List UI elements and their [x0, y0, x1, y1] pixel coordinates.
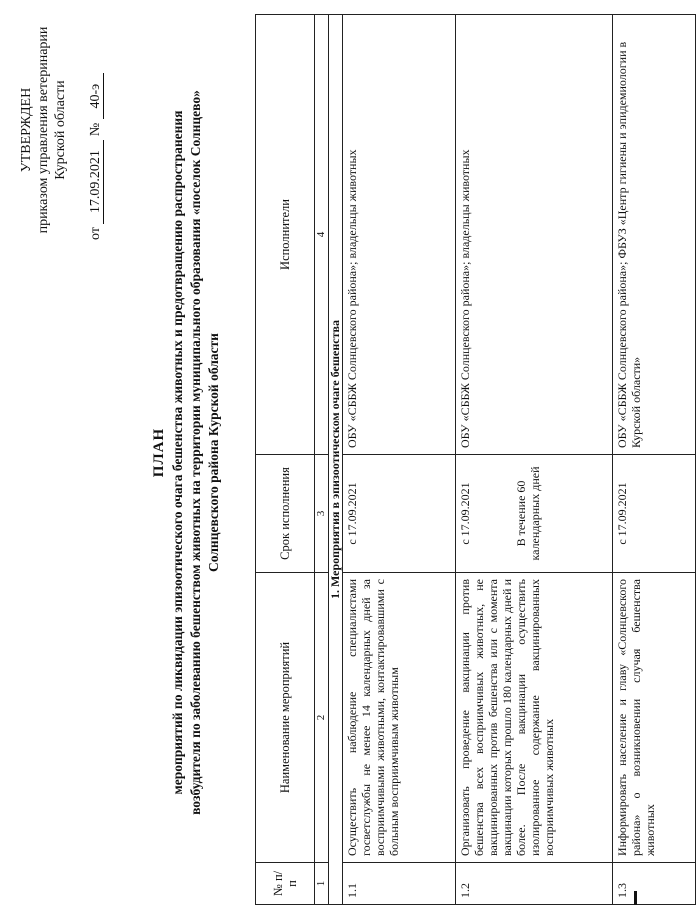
approval-title: УТВЕРЖДЕН [19, 87, 34, 173]
row-term-duration: В течение 60 календарных дней [514, 466, 542, 561]
row-term-start: с 17.09.2021 [615, 482, 629, 545]
table-row [613, 15, 696, 905]
column-number: 1 [315, 863, 329, 905]
plan-subtitle: мероприятий по ликвидации эпизоотического очага бешенства животных и предотвращению распространения возбудителя по заболеванию бешенством животных на территории муниципального образования «поселок Солнцево» Солнцевского района Курской области [170, 90, 221, 815]
row-measure: Осуществить наблюдение специалистами госветслужбы не менее 14 календарных дней за восприимчивыми животными, контактировавшими с больным восприимчивым животным [343, 573, 456, 863]
table-row [343, 15, 456, 905]
row-number: 1.2 [456, 863, 613, 905]
plan-table [255, 14, 696, 905]
row-executors: ОБУ «СББЖ Солнцевского района»; владельцы животных [456, 15, 613, 455]
document-title-block [150, 0, 223, 905]
row-number: 1.1 [343, 863, 456, 905]
approval-block [18, 20, 104, 240]
column-number: 4 [315, 15, 329, 455]
row-executors: ОБУ «СББЖ Солнцевского района»; владельцы животных [343, 15, 456, 455]
approval-date: 17.09.2021 [88, 140, 104, 224]
plan-heading: ПЛАН [151, 427, 167, 478]
scan-artifact-mark [630, 885, 640, 905]
header-term: Срок исполнения [256, 455, 315, 573]
approval-date-prefix: от [88, 227, 103, 240]
column-number: 2 [315, 573, 329, 863]
header-name: Наименование мероприятий [256, 573, 315, 863]
header-executors: Исполнители [256, 15, 315, 455]
section-title: 1. Мероприятия в эпизоотическом очаге бешенства [329, 15, 343, 905]
table-header-row [256, 15, 315, 905]
row-number: 1.3 [613, 863, 696, 905]
row-term-start: с 17.09.2021 [458, 482, 472, 545]
table-row [456, 15, 613, 905]
row-term [343, 455, 456, 573]
section-row [329, 15, 343, 905]
approval-number-prefix: № [88, 122, 103, 137]
column-number: 3 [315, 455, 329, 573]
approval-region: Курской области [53, 80, 68, 180]
row-term-start: с 17.09.2021 [345, 482, 359, 545]
approval-authority: приказом управления ветеринарии [36, 26, 51, 234]
row-executors: ОБУ «СББЖ Солнцевского района»; ФБУЗ «Центр гигиены и эпидемиологии в Курской области» [613, 15, 696, 455]
row-term [613, 455, 696, 573]
row-measure: Организовать проведение вакцинации против бешенства всех восприимчивых животных, не вакцинированных против бешенства или с момента вакцинации которых прошло 180 календарных дней и более. После вакцинации осуществить изолированное содержание вакцинированных восприимчивых животных [456, 573, 613, 863]
header-num: № п/п [256, 863, 315, 905]
row-measure: Информировать население и главу «Солнцевского района» о возникновении случая бешенства животных [613, 573, 696, 863]
column-number-row [315, 15, 329, 905]
approval-date-line [87, 20, 104, 240]
row-term [456, 455, 613, 573]
approval-number: 40-э [88, 73, 104, 119]
